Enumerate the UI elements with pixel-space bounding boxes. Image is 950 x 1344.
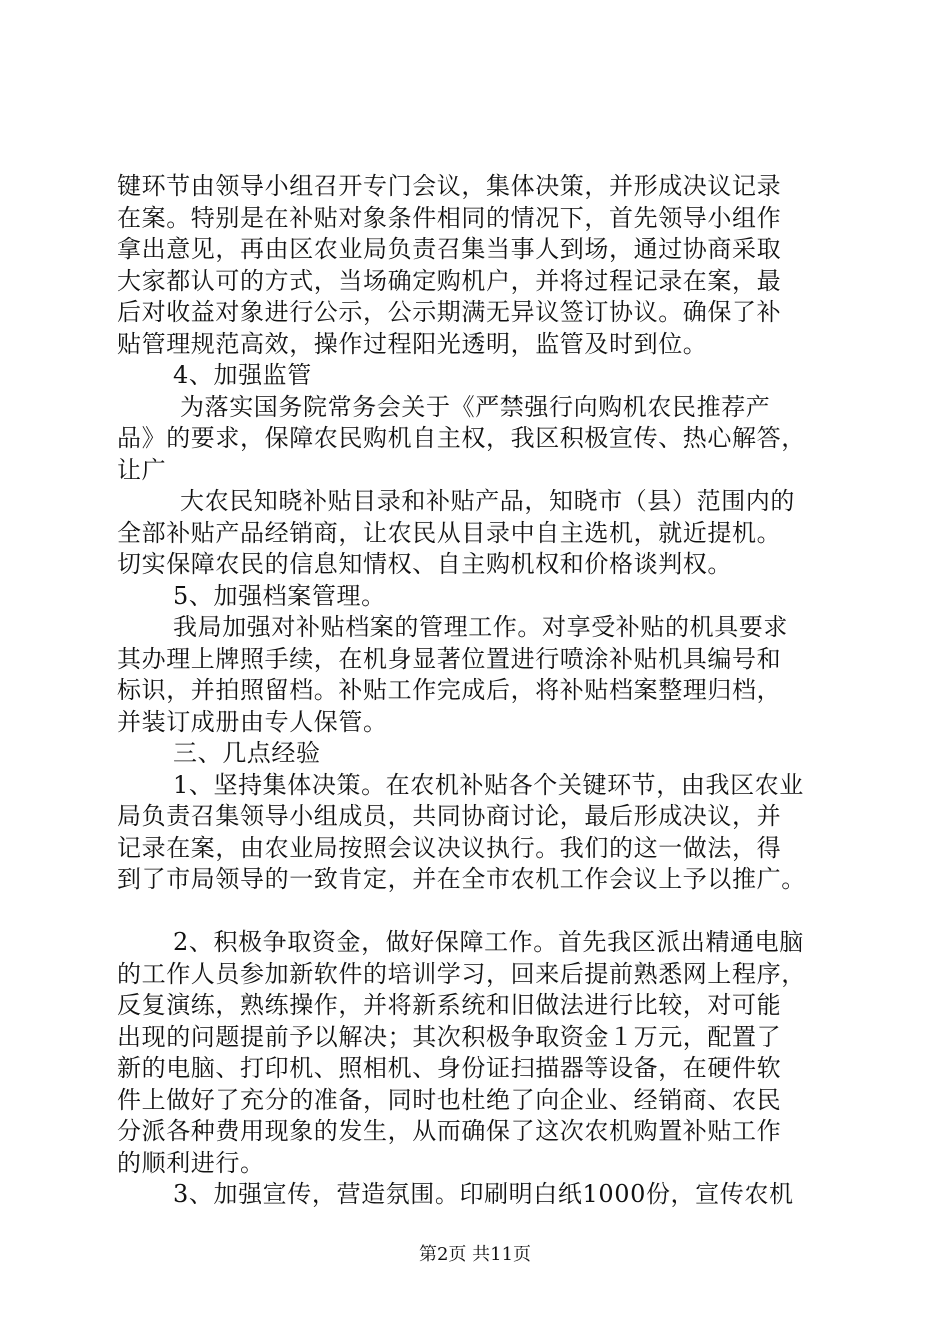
text-line: 全部补贴产品经销商，让农民从目录中自主选机，就近提机。 [117, 518, 782, 547]
paragraph-gap [117, 896, 847, 928]
text-line: 分派各种费用现象的发生，从而确保了这次农机购置补贴工作 [117, 1117, 782, 1145]
text-line: 新的电脑、打印机、照相机、身份证扫描器等设备，在硬件软 [117, 1054, 782, 1082]
section-heading: 5、加强档案管理。 [173, 581, 386, 610]
section-heading: 4、加强监管 [173, 361, 312, 389]
text-line: 的工作人员参加新软件的培训学习，回来后提前熟悉网上程序， [117, 959, 806, 988]
text-line: 的顺利进行。 [117, 1148, 265, 1177]
text-line: 切实保障农民的信息知情权、自主购机权和价格谈判权。 [117, 550, 732, 578]
text-line: 为落实国务院常务会关于《严禁强行向购机农民推荐产 [180, 392, 771, 421]
text-line: 记录在案，由农业局按照会议决议执行。我们的这一做法，得 [117, 833, 782, 862]
text-line: 1、坚持集体决策。在农机补贴各个关键环节，由我区农业 [173, 770, 804, 799]
text-line: 其办理上牌照手续，在机身显著位置进行喷涂补贴机具编号和 [117, 644, 782, 673]
text-line: 拿出意见，再由区农业局负责召集当事人到场，通过协商采取 [117, 235, 782, 263]
text-line: 3、加强宣传，营造氛围。印刷明白纸1000份，宣传农机 [173, 1180, 794, 1208]
text-line: 2、积极争取资金，做好保障工作。首先我区派出精通电脑 [173, 928, 804, 956]
text-line: 让广 [117, 455, 167, 484]
text-line: 大农民知晓补贴目录和补贴产品，知晓市（县）范围内的 [180, 487, 795, 515]
text-line: 贴管理规范高效，操作过程阳光透明，监管及时到位。 [117, 329, 708, 358]
text-line: 键环节由领导小组召开专门会议，集体决策，并形成决议记录 [117, 172, 782, 200]
text-line: 在案。特别是在补贴对象条件相同的情况下，首先领导小组作 [117, 203, 782, 232]
text-line: 并装订成册由专人保管。 [117, 707, 388, 736]
text-line: 标识，并拍照留档。补贴工作完成后，将补贴档案整理归档， [117, 676, 782, 704]
text-line: 出现的问题提前予以解决；其次积极争取资金１万元，配置了 [117, 1022, 782, 1051]
text-line: 局负责召集领导小组成员，共同协商讨论，最后形成决议，并 [117, 802, 782, 830]
text-line: 后对收益对象进行公示，公示期满无异议签订协议。确保了补 [117, 298, 782, 326]
text-line: 件上做好了充分的准备，同时也杜绝了向企业、经销商、农民 [117, 1085, 782, 1114]
section-heading: 三、几点经验 [173, 739, 321, 767]
text-line: 我局加强对补贴档案的管理工作。对享受补贴的机具要求 [173, 613, 788, 641]
text-line: 反复演练，熟练操作，并将新系统和旧做法进行比较，对可能 [117, 991, 782, 1019]
page-number-footer: 第2页 共11页 [418, 1244, 532, 1265]
document-body [117, 171, 847, 1211]
text-line: 大家都认可的方式，当场确定购机户，并将过程记录在案，最 [117, 266, 782, 295]
text-line: 品》的要求，保障农民购机自主权，我区积极宣传、热心解答， [117, 424, 806, 452]
text-line: 到了市局领导的一致肯定，并在全市农机工作会议上予以推广。 [117, 865, 806, 893]
